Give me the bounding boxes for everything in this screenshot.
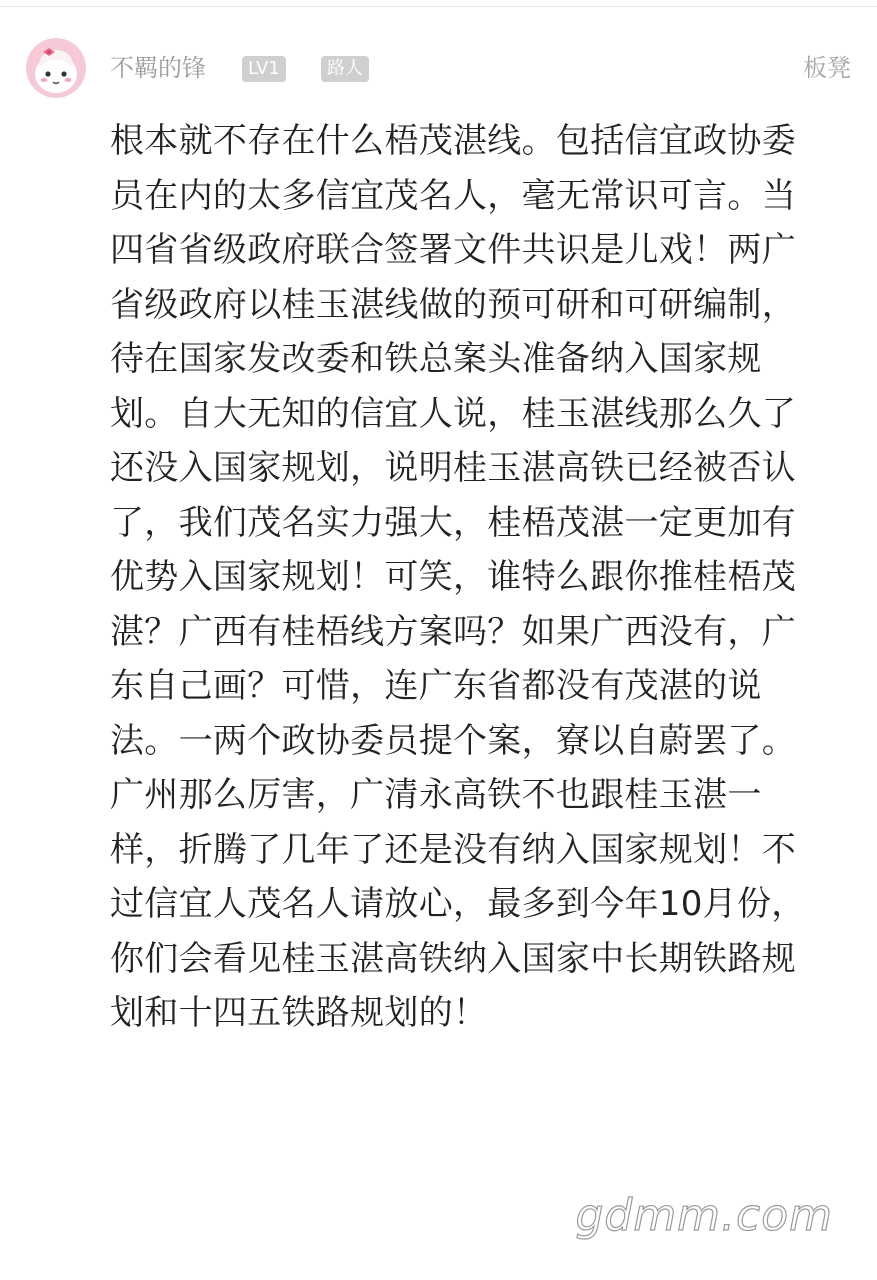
username[interactable]: 不羁的锋 <box>110 54 206 82</box>
avatar[interactable] <box>26 38 86 98</box>
top-divider <box>0 6 877 7</box>
site-watermark: gdmm.com <box>575 1190 833 1241</box>
post-content: 根本就不存在什么梧茂湛线。包括信宜政协委员在内的太多信宜茂名人，毫无常识可言。当四省省级政府联合签署文件共识是儿戏！两广省级政府以桂玉湛线做的预可研和可研编制，待在国家发改委和铁总案头准备纳入国家规划。自大无知的信宜人说，桂玉湛线那么久了还没入国家规划，说明桂玉湛高铁已经被否认了，我们茂名实力强大，桂梧茂湛一定更加有优势入国家规划！可笑，谁特么跟你推桂梧茂湛？广西有桂梧线方案吗？如果广西没有，广东自己画？可惜，连广东省都没有茂湛的说法。一两个政协委员提个案，寮以自蔚罢了。广州那么厉害，广清永高铁不也跟桂玉湛一样，折腾了几年了还是没有纳入国家规划！不过信宜人茂名人请放心，最多到今年10月份，你们会看见桂玉湛高铁纳入国家中长期铁路规划和十四五铁路规划的！ <box>110 121 806 1033</box>
floor-label: 板凳 <box>803 54 851 82</box>
role-badge: 路人 <box>321 56 369 82</box>
avatar-face-icon <box>26 38 86 98</box>
level-badge: LV1 <box>242 56 286 82</box>
post-header <box>26 38 851 100</box>
